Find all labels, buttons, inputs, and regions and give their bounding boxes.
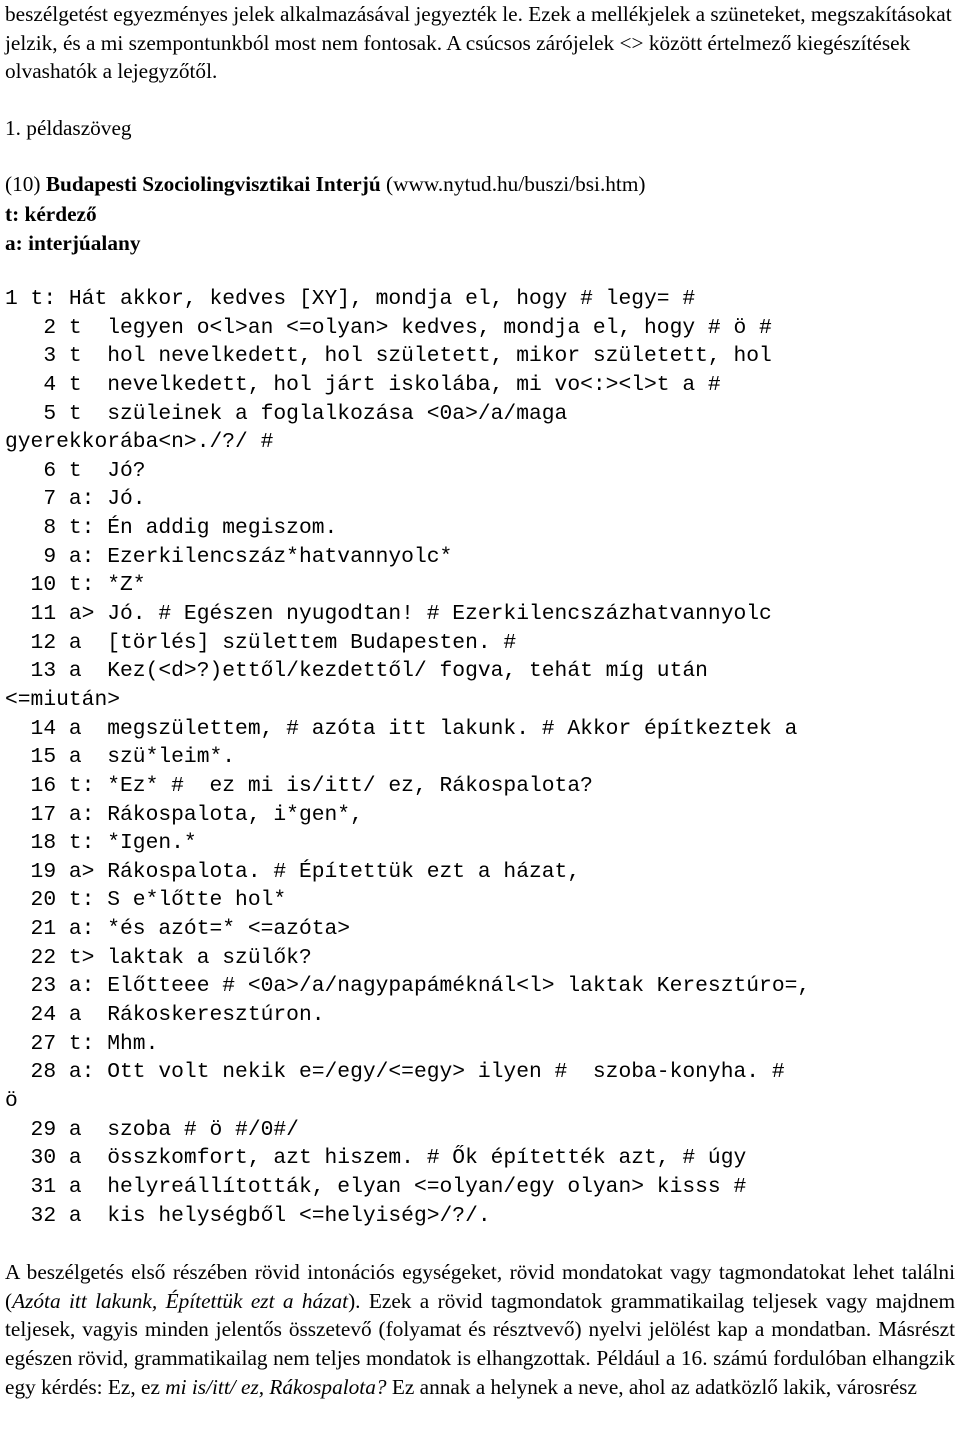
legend-interviewee: a: interjúalany (5, 231, 141, 255)
transcript-line: 3 t hol nevelkedett, hol született, mikor született, hol (5, 344, 772, 369)
transcript-line: 11 a> Jó. # Egészen nyugodtan! # Ezerkilencszázhatvannyolc (5, 602, 772, 627)
transcript-line: 30 a összkomfort, azt hiszem. # Ők építették azt, # úgy (5, 1146, 747, 1171)
transcript-line: 18 t: *Igen.* (5, 831, 197, 856)
intro-paragraph: beszélgetést egyezményes jelek alkalmazásával jegyezték le. Ezek a mellékjelek a szüneteket, megszakításokat jelzik, és a mi szempontunkból most nem fontosak. A csúcsos zárójelek <> között értelmező kiegészítések olvashatók a lejegyzőtől. (5, 2, 952, 83)
transcript-line: 14 a megszülettem, # azóta itt lakunk. # Akkor építkeztek a (5, 716, 798, 741)
transcript-line: 22 t> laktak a szülők? (5, 945, 312, 970)
transcript-line: 5 t szüleinek a foglalkozása <0a>/a/maga (5, 401, 568, 426)
section-heading: 1. példaszöveg (5, 116, 132, 140)
speaker-legend (5, 200, 140, 258)
transcript-line: ö (5, 1088, 18, 1113)
transcript-line: 32 a kis helységből <=helyiség>/?/. (5, 1203, 491, 1228)
closing-text-3: Ez annak a helynek a neve, ahol az adatközlő lakik, városrész (386, 1374, 917, 1399)
transcript-line: 10 t: *Z* (5, 573, 146, 598)
transcript-line: 13 a Kez(<d>?)ettől/kezdettől/ fogva, tehát míg után (5, 659, 708, 684)
transcript-line: <=miután> (5, 687, 121, 712)
transcript-line: 31 a helyreállították, elyan <=olyan/egy olyan> kisss # (5, 1174, 747, 1199)
transcript-line: 6 t Jó? (5, 458, 146, 483)
closing-text-1: A beszélgetés első részében rövid intonációs egységeket, rövid mondatokat vagy tagmondatokat lehet találni ( (5, 1260, 955, 1313)
closing-example-1: Azóta itt lakunk, Építettük ezt a házat (12, 1288, 349, 1313)
closing-text-2: ). Ezek a rövid tagmondatok grammatikailag teljesek vagy majdnem teljesek, vagyis minden jelentős összetevő (folyamat és résztvevő) nyelvi jelölést kap a mondatban. Másrészt egészen rövid, grammatikailag nem teljes mondatok is elhangzottak. Például a 16. számú fordulóban elhangzik egy kérdés: Ez, ez (5, 1288, 956, 1399)
transcript-line: 29 a szoba # ö #/0#/ (5, 1117, 299, 1142)
transcript-line: 12 a [törlés] születtem Budapesten. # (5, 630, 517, 655)
source-title: Budapesti Szociolingvisztikai Interjú (45, 172, 381, 196)
transcript-line: 23 a: Előtteee # <0a>/a/nagypapáméknál<l> laktak Keresztúro=, (5, 974, 811, 999)
transcript-line: gyerekkorába<n>./?/ # (5, 430, 274, 455)
transcript-line: 24 a Rákoskeresztúron. (5, 1003, 325, 1028)
transcript-line: 7 a: Jó. (5, 487, 146, 512)
transcript-line: 28 a: Ott volt nekik e=/egy/<=egy> ilyen # szoba-konyha. # (5, 1060, 785, 1085)
transcript-line: 20 t: S e*lőtte hol* (5, 888, 287, 913)
legend-interviewer: t: kérdező (5, 202, 97, 226)
transcript-line: 16 t: *Ez* # ez mi is/itt/ ez, Rákospalota? (5, 773, 593, 798)
transcript-line: 2 t legyen o<l>an <=olyan> kedves, mondja el, hogy # ö # (5, 315, 772, 340)
transcript-line: 21 a: *és azót=* <=azóta> (5, 917, 351, 942)
transcript-line: 1 t: Hát akkor, kedves [XY], mondja el, hogy # legy= # (5, 287, 696, 311)
transcript-line: 9 a: Ezerkilencszáz*hatvannyolc* (5, 544, 453, 569)
source-suffix: (www.nytud.hu/buszi/bsi.htm) (380, 172, 646, 196)
closing-paragraph (5, 1258, 955, 1402)
transcript-line: 4 t nevelkedett, hol járt iskolába, mi vo<:><l>t a # (5, 372, 721, 397)
transcript (5, 285, 810, 1230)
source-prefix: (10) (5, 172, 46, 196)
transcript-line: 19 a> Rákospalota. # Építettük ezt a házat, (5, 859, 581, 884)
transcript-line: 17 a: Rákospalota, i*gen*, (5, 802, 363, 827)
source-reference (5, 170, 646, 199)
transcript-line: 8 t: Én addig megiszom. (5, 516, 338, 541)
transcript-line: 27 t: Mhm. (5, 1031, 159, 1056)
closing-example-2: mi is/itt/ ez, Rákospalota? (165, 1374, 387, 1399)
transcript-line: 15 a szü*leim*. (5, 745, 236, 770)
